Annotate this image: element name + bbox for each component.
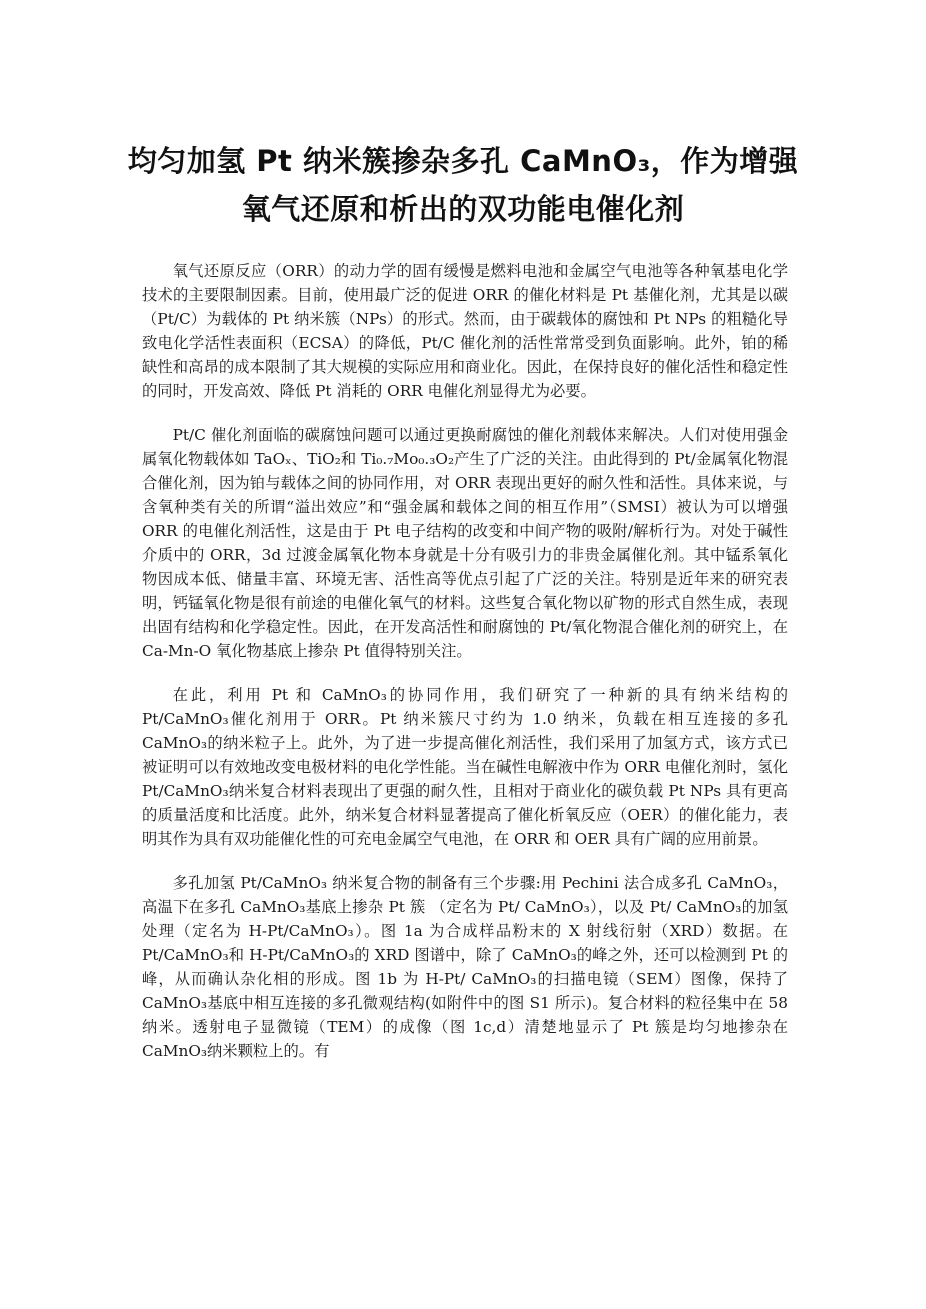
- paragraph-2: Pt/C 催化剂面临的碳腐蚀问题可以通过更换耐腐蚀的催化剂载体来解决。人们对使用强金属氧化物载体如 TaOₓ、TiO₂和 Ti₀.₇Mo₀.₃O₂产生了广泛的关注。由此得到的 Pt/金属氧化物混合催化剂，因为铂与载体之间的协同作用，对 ORR 表现出更好的耐久性和活性。具体来说，与含氧种类有关的所谓“溢出效应”和“强金属和载体之间的相互作用”（SMSI）被认为可以增强 ORR 的电催化剂活性，这是由于 Pt 电子结构的改变和中间产物的吸附/解析行为。对处于碱性介质中的 ORR，3d 过渡金属氧化物本身就是十分有吸引力的非贵金属催化剂。其中锰系氧化物因成本低、储量丰富、环境无害、活性高等优点引起了广泛的关注。特别是近年来的研究表明，钙锰氧化物是很有前途的电催化氧气的材料。这些复合氧化物以矿物的形式自然生成，表现出固有结构和化学稳定性。因此，在开发高活性和耐腐蚀的 Pt/氧化物混合催化剂的研究上，在 Ca-Mn-O 氧化物基底上掺杂 Pt 值得特别关注。: [142, 426, 788, 660]
- paper-title: 均匀加氢 Pt 纳米簇掺杂多孔 CaMnO₃，作为增强氧气还原和析出的双功能电催化剂: [127, 144, 799, 227]
- paragraph-3: 在此，利用 Pt 和 CaMnO₃的协同作用，我们研究了一种新的具有纳米结构的 Pt/CaMnO₃催化剂用于 ORR。Pt 纳米簇尺寸约为 1.0 纳米，负载在相互连接的多孔 CaMnO₃的纳米粒子上。此外，为了进一步提高催化剂活性，我们采用了加氢方式，该方式已被证明可以有效地改变电极材料的电化学性能。当在碱性电解液中作为 ORR 电催化剂时，氢化 Pt/CaMnO₃纳米复合材料表现出了更强的耐久性，且相对于商业化的碳负载 Pt NPs 具有更高的质量活度和比活度。此外，纳米复合材料显著提高了催化析氧反应（OER）的催化能力，表明其作为具有双功能催化性的可充电金属空气电池，在 ORR 和 OER 具有广阔的应用前景。: [142, 686, 788, 848]
- paragraph-1: 氧气还原反应（ORR）的动力学的固有缓慢是燃料电池和金属空气电池等各种氧基电化学技术的主要限制因素。目前，使用最广泛的促进 ORR 的催化材料是 Pt 基催化剂，尤其是以碳（Pt/C）为载体的 Pt 纳米簇（NPs）的形式。然而，由于碳载体的腐蚀和 Pt NPs 的粗糙化导致电化学活性表面积（ECSA）的降低，Pt/C 催化剂的活性常常受到负面影响。此外，铂的稀缺性和高昂的成本限制了其大规模的实际应用和商业化。因此，在保持良好的催化活性和稳定性的同时，开发高效、降低 Pt 消耗的 ORR 电催化剂显得尤为必要。: [142, 262, 788, 400]
- paragraph-4: 多孔加氢 Pt/CaMnO₃ 纳米复合物的制备有三个步骤:用 Pechini 法合成多孔 CaMnO₃，高温下在多孔 CaMnO₃基底上掺杂 Pt 簇 （定名为 Pt/ CaMnO₃），以及 Pt/ CaMnO₃的加氢处理（定名为 H-Pt/CaMnO₃）。图 1a 为合成样品粉末的 X 射线衍射（XRD）数据。在 Pt/CaMnO₃和 H-Pt/CaMnO₃的 XRD 图谱中，除了 CaMnO₃的峰之外，还可以检测到 Pt 的峰，从而确认杂化相的形成。图 1b 为 H-Pt/ CaMnO₃的扫描电镜（SEM）图像，保持了 CaMnO₃基底中相互连接的多孔微观结构(如附件中的图 S1 所示)。复合材料的粒径集中在 58 纳米。透射电子显微镜（TEM）的成像（图 1c,d）清楚地显示了 Pt 簇是均匀地掺杂在 CaMnO₃纳米颗粒上的。有: [142, 874, 788, 1060]
- body-text: [142, 259, 788, 1083]
